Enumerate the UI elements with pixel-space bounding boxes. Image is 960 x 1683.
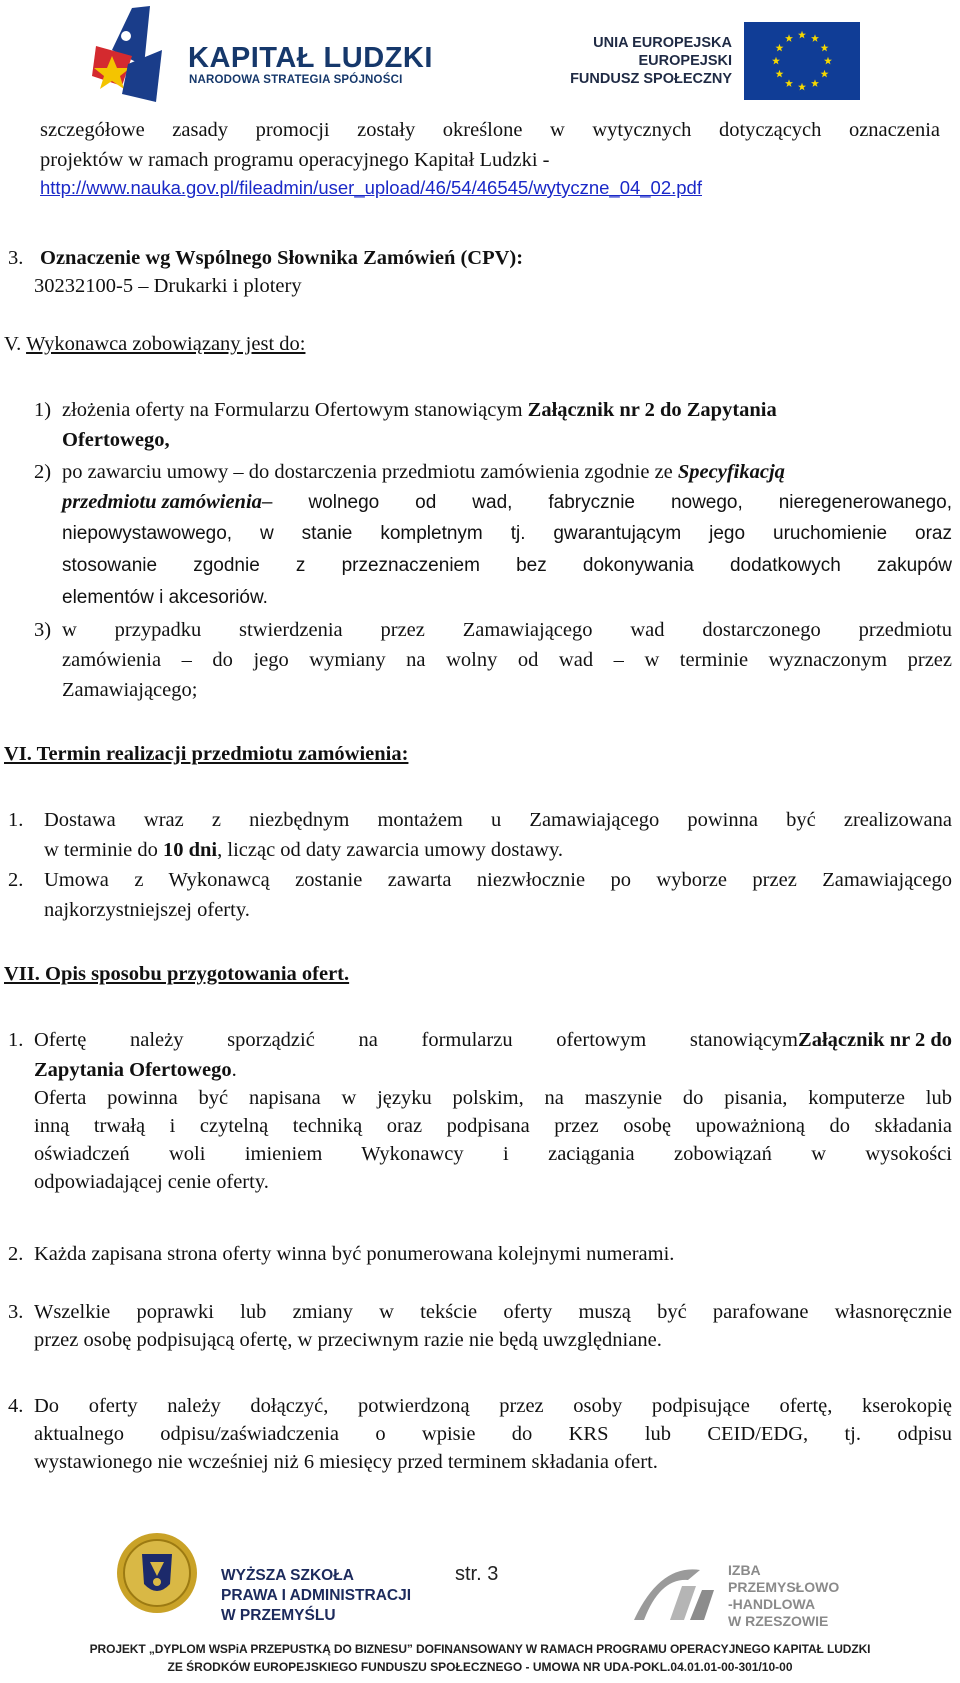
- item-text: w terminie do: [44, 839, 163, 861]
- section-vi-item-2-line-1: Umowa z Wykonawcą zostanie zawarta niezwłocznie po wyborze przez Zamawiającego: [44, 869, 952, 891]
- section-vii-item-2-line-1: Każda zapisana strona oferty winna być ponumerowana kolejnymi numerami.: [34, 1243, 675, 1265]
- guidelines-link[interactable]: http://www.nauka.gov.pl/fileadmin/user_upload/46/54/46545/wytyczne_04_02.pdf: [40, 177, 702, 198]
- section-v-item-2-number: 2): [34, 461, 52, 483]
- izba-name: [728, 1562, 839, 1630]
- item-bold-italic: Specyfikacją: [677, 461, 785, 483]
- cpv-number: 3.: [8, 247, 24, 269]
- item-text: – wolnego od wad, fabrycznie nowego, nieregenerowanego,: [261, 492, 952, 513]
- section-vi-heading: VI. Termin realizacji przedmiotu zamówienia:: [4, 743, 409, 765]
- section-vii-item-4-line-2: aktualnego odpisu/zaświadczenia o wpisie do KRS lub CEID/EDG, tj. odpisu: [34, 1423, 952, 1445]
- section-vii-item-2-number: 2.: [8, 1243, 24, 1265]
- kapital-ludzki-logo-icon: [92, 6, 174, 104]
- section-vi-item-2-line-2: najkorzystniejszej oferty.: [44, 899, 250, 921]
- section-v-item-1-line-2: Ofertowego,: [62, 429, 170, 451]
- item-text: Ofertę należy sporządzić na formularzu ofertowym stanowiącym: [34, 1029, 799, 1051]
- item-text: po zawarciu umowy – do dostarczenia przedmiotu zamówienia zgodnie ze: [62, 461, 678, 483]
- izba-line-3: -HANDLOWA: [728, 1596, 816, 1612]
- item-bold: 10 dni: [163, 839, 218, 861]
- section-vii-item-1-line-2: [34, 1058, 237, 1082]
- section-v-item-1-line-1: [62, 398, 777, 422]
- section-v-item-3-line-2: zamówienia – do jego wymiany na wolny od wad – w terminie wyznaczonym przez: [62, 649, 952, 671]
- eu-line-1: UNIA EUROPEJSKA: [593, 35, 732, 51]
- section-vii-item-1-para-3: oświadczeń woli imieniem Wykonawcy i zaciągania zobowiązań w wysokości: [34, 1143, 952, 1165]
- section-v-item-3-line-1: w przypadku stwierdzenia przez Zamawiającego wad dostarczonego przedmiotu: [62, 619, 952, 641]
- section-vii-item-1-line-1: [34, 1028, 952, 1052]
- section-v-item-2-line-1: [62, 460, 785, 484]
- cpv-heading: Oznaczenie wg Wspólnego Słownika Zamówień (CPV):: [40, 247, 524, 269]
- izba-line-1: IZBA: [728, 1562, 761, 1578]
- item-text: .: [231, 1059, 237, 1081]
- section-vii-heading: VII. Opis sposobu przygotowania ofert.: [4, 963, 350, 985]
- eu-line-2: EUROPEJSKI: [638, 53, 732, 69]
- section-v-title: Wykonawca zobowiązany jest do:: [26, 333, 306, 355]
- kapital-ludzki-subtitle: NARODOWA STRATEGIA SPÓJNOŚCI: [189, 74, 403, 86]
- item-text: , licząc od daty zawarcia umowy dostawy.: [217, 839, 564, 861]
- university-line-2: PRAWA I ADMINISTRACJI: [221, 1587, 412, 1604]
- university-seal-icon: [116, 1532, 198, 1614]
- izba-logo-icon: [630, 1560, 718, 1626]
- eu-fund-name: [570, 34, 732, 88]
- item-bold: Zapytania Ofertowego: [34, 1059, 232, 1081]
- cpv-code: 30232100-5 – Drukarki i plotery: [34, 275, 302, 297]
- item-bold: Załącznik nr 2 do: [798, 1029, 952, 1051]
- section-v-item-1-number: 1): [34, 399, 52, 421]
- section-v-number: V.: [4, 333, 22, 355]
- university-name: [221, 1566, 411, 1626]
- intro-line-1: szczegółowe zasady promocji zostały określone w wytycznych dotyczących oznaczenia: [40, 119, 940, 141]
- section-vi-item-1-line-1: Dostawa wraz z niezbędnym montażem u Zamawiającego powinna być zrealizowana: [44, 809, 952, 831]
- section-vii-item-1-para-2: inną trwałą i czytelną techniką oraz podpisana przez osobę upoważnioną do składania: [34, 1115, 952, 1137]
- section-v-heading: [4, 332, 305, 356]
- section-vii-item-1-para-1: Oferta powinna być napisana w języku polskim, na maszynie do pisania, komputerze lub: [34, 1087, 952, 1109]
- project-info-line-2: ZE ŚRODKÓW EUROPEJSKIEGO FUNDUSZU SPOŁECZNEGO - UMOWA NR UDA-POKL.04.01.01-00-301/10-00: [167, 1660, 793, 1674]
- section-v-item-2-line-2: [62, 490, 952, 515]
- section-vii-item-4-line-3: wystawionego nie wcześniej niż 6 miesięcy przed terminem składania ofert.: [34, 1451, 658, 1473]
- eu-line-3: FUNDUSZ SPOŁECZNY: [570, 71, 732, 87]
- page-number: str. 3: [455, 1563, 499, 1585]
- item-bold-italic: przedmiotu zamówienia: [62, 491, 262, 513]
- section-vii-item-3-line-1: Wszelkie poprawki lub zmiany w tekście oferty muszą być parafowane własnoręcznie: [34, 1301, 952, 1323]
- section-vii-item-1-para-4: odpowiadającej cenie oferty.: [34, 1171, 269, 1193]
- izba-line-2: PRZEMYSŁOWO: [728, 1579, 840, 1595]
- section-v-item-3-number: 3): [34, 619, 52, 641]
- university-line-1: WYŻSZA SZKOŁA: [221, 1567, 354, 1584]
- item-text: złożenia oferty na Formularzu Ofertowym stanowiącym: [62, 399, 528, 421]
- section-vi-item-2-number: 2.: [8, 869, 24, 891]
- university-line-3: W PRZEMYŚLU: [221, 1607, 336, 1624]
- section-vii-item-1-number: 1.: [8, 1029, 24, 1051]
- section-vi-item-1-number: 1.: [8, 809, 24, 831]
- section-vii-item-3-number: 3.: [8, 1301, 24, 1323]
- eu-flag-icon: [744, 22, 860, 100]
- item-bold: Załącznik nr 2 do Zapytania: [527, 399, 777, 421]
- kapital-ludzki-title: KAPITAŁ LUDZKI: [188, 42, 433, 74]
- section-v-item-2-line-5: elementów i akcesoriów.: [62, 587, 268, 608]
- project-info-line-1: PROJEKT „DYPLOM WSPiA PRZEPUSTKĄ DO BIZNESU” DOFINANSOWANY W RAMACH PROGRAMU OPERACYJNEGO KAPITAŁ LUDZKI: [89, 1642, 871, 1656]
- section-vii-item-4-line-1: Do oferty należy dołączyć, potwierdzoną przez osoby podpisujące ofertę, kserokopię: [34, 1395, 952, 1417]
- page-header: [0, 0, 960, 110]
- section-vii-item-3-line-2: przez osobę podpisującą ofertę, w przeciwnym razie nie będą uwzględniane.: [34, 1329, 662, 1351]
- section-v-item-2-line-4: stosowanie zgodnie z przeznaczeniem bez dokonywania dodatkowych zakupów: [62, 555, 952, 576]
- section-vii-item-4-number: 4.: [8, 1395, 24, 1417]
- section-v-item-3-line-3: Zamawiającego;: [62, 679, 198, 701]
- section-vi-item-1-line-2: [44, 838, 563, 862]
- intro-line-2: projektów w ramach programu operacyjnego Kapitał Ludzki -: [40, 149, 550, 171]
- section-v-item-2-line-3: niepowystawowego, w stanie kompletnym tj. gwarantującym jego uruchomienie oraz: [62, 523, 952, 544]
- izba-line-4: W RZESZOWIE: [728, 1613, 829, 1629]
